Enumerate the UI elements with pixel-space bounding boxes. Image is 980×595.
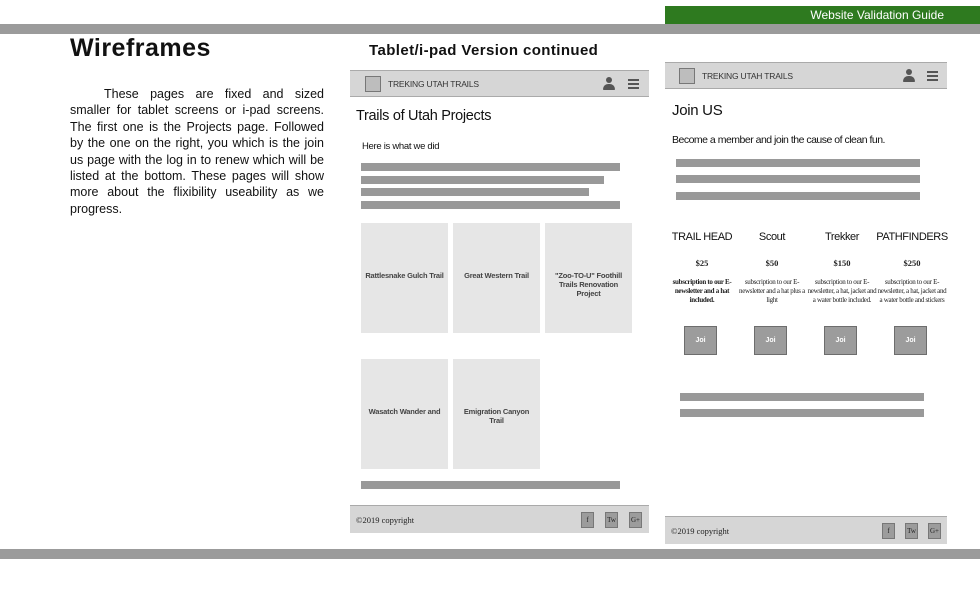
projects-wireframe <box>350 70 649 535</box>
project-card-label: "Zoo-TO-U" Foothill Trails Renovation Project <box>555 271 622 298</box>
hamburger-menu-icon[interactable] <box>628 79 639 89</box>
tier-price: $150 <box>833 258 851 268</box>
facebook-icon[interactable]: f <box>882 523 895 539</box>
project-card[interactable] <box>545 223 632 333</box>
tier-price: $250 <box>903 258 921 268</box>
project-card[interactable] <box>361 223 448 333</box>
intro-paragraph: These pages are fixed and sized smaller for tablet screens or i-pad screens. The first one is the Projects page. Followed by the one on the right, you which is the join us page with the log in to renew which will be listed at the bottom. These pages will show more about the flixibility useability as we progress. <box>70 87 324 216</box>
logo-placeholder <box>365 76 381 92</box>
tier-name: TRAIL HEAD <box>671 231 733 243</box>
join-title: Join US <box>672 102 723 119</box>
project-card-label: Wasatch Wander and <box>368 407 441 416</box>
brand-name: TREKING UTAH TRAILS <box>702 71 793 81</box>
project-card[interactable] <box>361 359 448 469</box>
project-card-label: Emigration Canyon Trail <box>463 407 530 425</box>
tier-price: $50 <box>765 258 779 268</box>
join-us-wireframe <box>665 62 947 546</box>
copyright-text: ©2019 copyright <box>356 515 415 525</box>
join-tier-button[interactable]: Joi <box>894 326 927 355</box>
text-placeholder-bar <box>680 409 924 417</box>
projects-footer <box>350 505 649 533</box>
tier-name: PATHFINDERS <box>876 231 948 243</box>
project-card-label: Rattlesnake Gulch Trail <box>365 271 444 280</box>
projects-title: Trails of Utah Projects <box>356 108 492 124</box>
text-placeholder-bar <box>676 159 920 167</box>
text-placeholder-bar <box>676 192 920 200</box>
text-placeholder-bar <box>361 163 620 171</box>
twitter-icon[interactable]: Tw <box>605 512 618 528</box>
tier-name: Trekker <box>824 231 860 243</box>
project-card[interactable] <box>453 359 540 469</box>
join-footer <box>665 516 947 544</box>
join-tier-button[interactable]: Joi <box>824 326 857 355</box>
join-subtitle: Become a member and join the cause of clean fun. <box>672 134 885 146</box>
text-placeholder-bar <box>676 175 920 183</box>
bottom-divider-band <box>0 549 980 559</box>
page-title: Wireframes <box>70 34 211 62</box>
project-card-label: Great Western Trail <box>464 271 529 280</box>
twitter-icon[interactable]: Tw <box>905 523 918 539</box>
section-title: Tablet/i-pad Version continued <box>369 42 599 59</box>
join-navbar <box>665 62 947 89</box>
tier-name: Scout <box>758 231 786 243</box>
tier-description: subscription to our E-newsletter and a hat included. <box>672 278 732 304</box>
copyright-text: ©2019 copyright <box>671 526 730 536</box>
facebook-icon[interactable]: f <box>581 512 594 528</box>
join-tier-button[interactable]: Joi <box>684 326 717 355</box>
projects-navbar <box>350 70 649 97</box>
top-divider-band <box>0 24 980 34</box>
hamburger-menu-icon[interactable] <box>927 71 938 81</box>
logo-placeholder <box>679 68 695 84</box>
brand-name: TREKING UTAH TRAILS <box>388 79 479 89</box>
user-icon[interactable] <box>902 69 916 83</box>
project-card[interactable] <box>453 223 540 333</box>
tier-description: subscription to our E-newsletter, a hat, jacket and a water bottle included. <box>807 278 877 304</box>
google-plus-icon[interactable]: G+ <box>629 512 642 528</box>
text-placeholder-bar <box>361 481 620 489</box>
projects-subtitle: Here is what we did <box>362 141 440 152</box>
tier-description: subscription to our E-newsletter, a hat, jacket and a water bottle and stickers <box>877 278 947 304</box>
google-plus-icon[interactable]: G+ <box>928 523 941 539</box>
tier-description: subscription to our E-newsletter and a hat plus a light <box>739 278 805 304</box>
tier-price: $25 <box>695 258 709 268</box>
text-placeholder-bar <box>361 188 589 196</box>
guide-tag: Website Validation Guide <box>665 6 980 24</box>
join-tier-button[interactable]: Joi <box>754 326 787 355</box>
user-icon[interactable] <box>602 77 616 91</box>
text-placeholder-bar <box>680 393 924 401</box>
text-placeholder-bar <box>361 201 620 209</box>
text-placeholder-bar <box>361 176 604 184</box>
